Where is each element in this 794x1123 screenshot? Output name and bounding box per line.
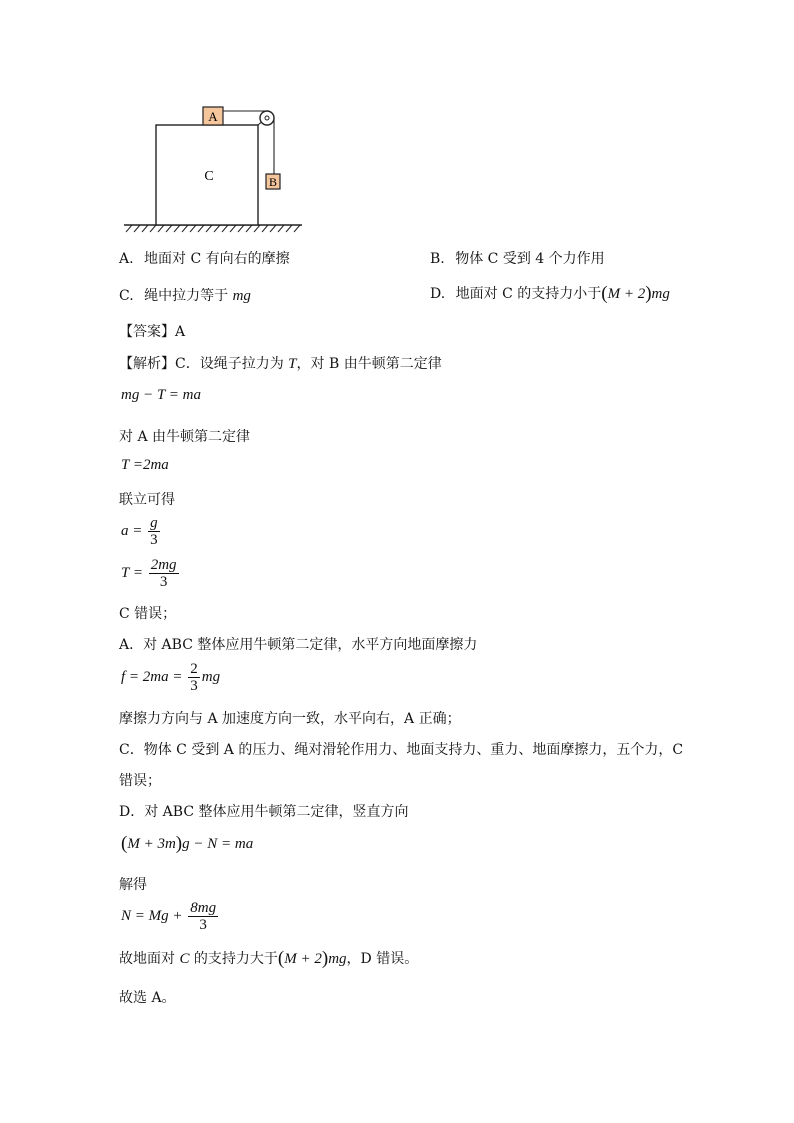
conclusion-inner: M + 2: [284, 951, 322, 967]
conclusion-var: C: [179, 951, 190, 967]
option-c: [119, 285, 251, 305]
equation-7-fraction: [188, 900, 218, 933]
option-b: [430, 248, 605, 268]
option-c-letter: C.: [119, 288, 134, 304]
option-d-text: 地面对 C 的支持力小于: [455, 286, 602, 302]
equation-5-lhs: f = 2ma =: [121, 668, 183, 685]
equation-6: [121, 833, 253, 855]
conclusion-c: ，D 错误。: [346, 951, 419, 967]
block-a-label: A: [208, 109, 218, 124]
answer-value: A: [175, 324, 186, 340]
analysis-solve: 解得: [119, 877, 147, 893]
analysis-combine: 联立可得: [119, 492, 175, 508]
equation-3-fraction: [148, 515, 160, 548]
equation-5-num: 2: [190, 661, 198, 677]
equation-7-den: 3: [199, 917, 207, 933]
analysis-friction-line: 摩擦力方向与 A 加速度方向一致，水平向右，A 正确；: [119, 711, 461, 727]
option-d-paren-close: ): [645, 283, 652, 304]
option-d: [430, 283, 670, 305]
equation-7-lhs: N = Mg +: [121, 907, 183, 924]
analysis-tag: 【解析】: [119, 356, 175, 372]
option-a-text: 地面对 C 有向右的摩擦: [144, 251, 290, 267]
analysis-conclusion: [119, 948, 418, 970]
equation-5-fraction: [188, 661, 200, 694]
analysis-c-wrong: C 错误；: [119, 606, 177, 622]
equation-4-num: 2mg: [150, 557, 177, 573]
conclusion-paren-close: ): [321, 948, 329, 969]
option-a: [119, 248, 290, 268]
option-d-paren-open: (: [601, 283, 608, 304]
equation-4: [121, 557, 181, 590]
option-c-math: mg: [232, 288, 251, 304]
equation-4-fraction: [149, 557, 179, 590]
block-c-label: C: [204, 169, 214, 184]
analysis-intro: [119, 353, 442, 373]
equation-4-lhs: T =: [121, 564, 143, 581]
analysis-d-line: D．对 ABC 整体应用牛顿第二定律，竖直方向: [119, 804, 409, 820]
block-b-label: B: [268, 175, 278, 189]
analysis-a-line: A．对 ABC 整体应用牛顿第二定律，水平方向地面摩擦力: [119, 637, 478, 653]
equation-4-den: 3: [159, 574, 168, 590]
answer-tag: 【答案】: [119, 324, 175, 340]
equation-6-paren-open: (: [121, 833, 128, 854]
equation-3-den: 3: [150, 532, 158, 548]
equation-7: [121, 900, 220, 933]
equation-6-paren-close: ): [175, 833, 183, 854]
equation-2: T =2ma: [121, 457, 169, 473]
option-b-text: 物体 C 受到 4 个力作用: [455, 251, 605, 267]
equation-6-inner: M + 3m: [127, 836, 176, 852]
equation-3-lhs: a =: [121, 522, 143, 539]
conclusion-paren-open: (: [277, 948, 285, 969]
equation-5-den: 3: [190, 678, 198, 694]
equation-5-tail: mg: [201, 668, 221, 685]
conclusion-tail: mg: [328, 951, 347, 967]
equation-1: mg − T = ma: [121, 387, 201, 403]
equation-5: [121, 661, 220, 694]
equation-3: [121, 515, 162, 548]
analysis-intro-a: C．设绳子拉力为: [175, 356, 289, 372]
pulley-axle: [265, 116, 269, 120]
analysis-line-a: 对 A 由牛顿第二定律: [119, 429, 251, 445]
analysis-c-line-1: C．物体 C 受到 A 的压力、绳对滑轮作用力、地面支持力、重力、地面摩擦力，五个力，C: [119, 742, 684, 758]
physics-diagram: [110, 100, 320, 235]
equation-3-num: g: [150, 515, 158, 531]
conclusion-b: 的支持力大于: [189, 951, 278, 967]
answer-line: [119, 321, 185, 341]
analysis-intro-var: T: [288, 356, 297, 372]
option-d-math-inner: M + 2: [607, 286, 646, 302]
option-d-letter: D.: [430, 286, 446, 302]
equation-7-num: 8mg: [190, 900, 217, 916]
equation-6-tail: g − N = ma: [182, 836, 254, 852]
option-a-letter: A.: [119, 251, 134, 267]
ground-hatching: [126, 225, 300, 232]
option-c-text: 绳中拉力等于: [144, 288, 233, 304]
conclusion-a: 故地面对: [119, 951, 180, 967]
analysis-final: 故选 A。: [119, 990, 176, 1006]
option-d-math-tail: mg: [651, 286, 670, 302]
option-b-letter: B.: [430, 251, 445, 267]
analysis-c-line-2: 错误；: [119, 773, 161, 789]
analysis-intro-b: ，对 B 由牛顿第二定律: [296, 356, 442, 372]
